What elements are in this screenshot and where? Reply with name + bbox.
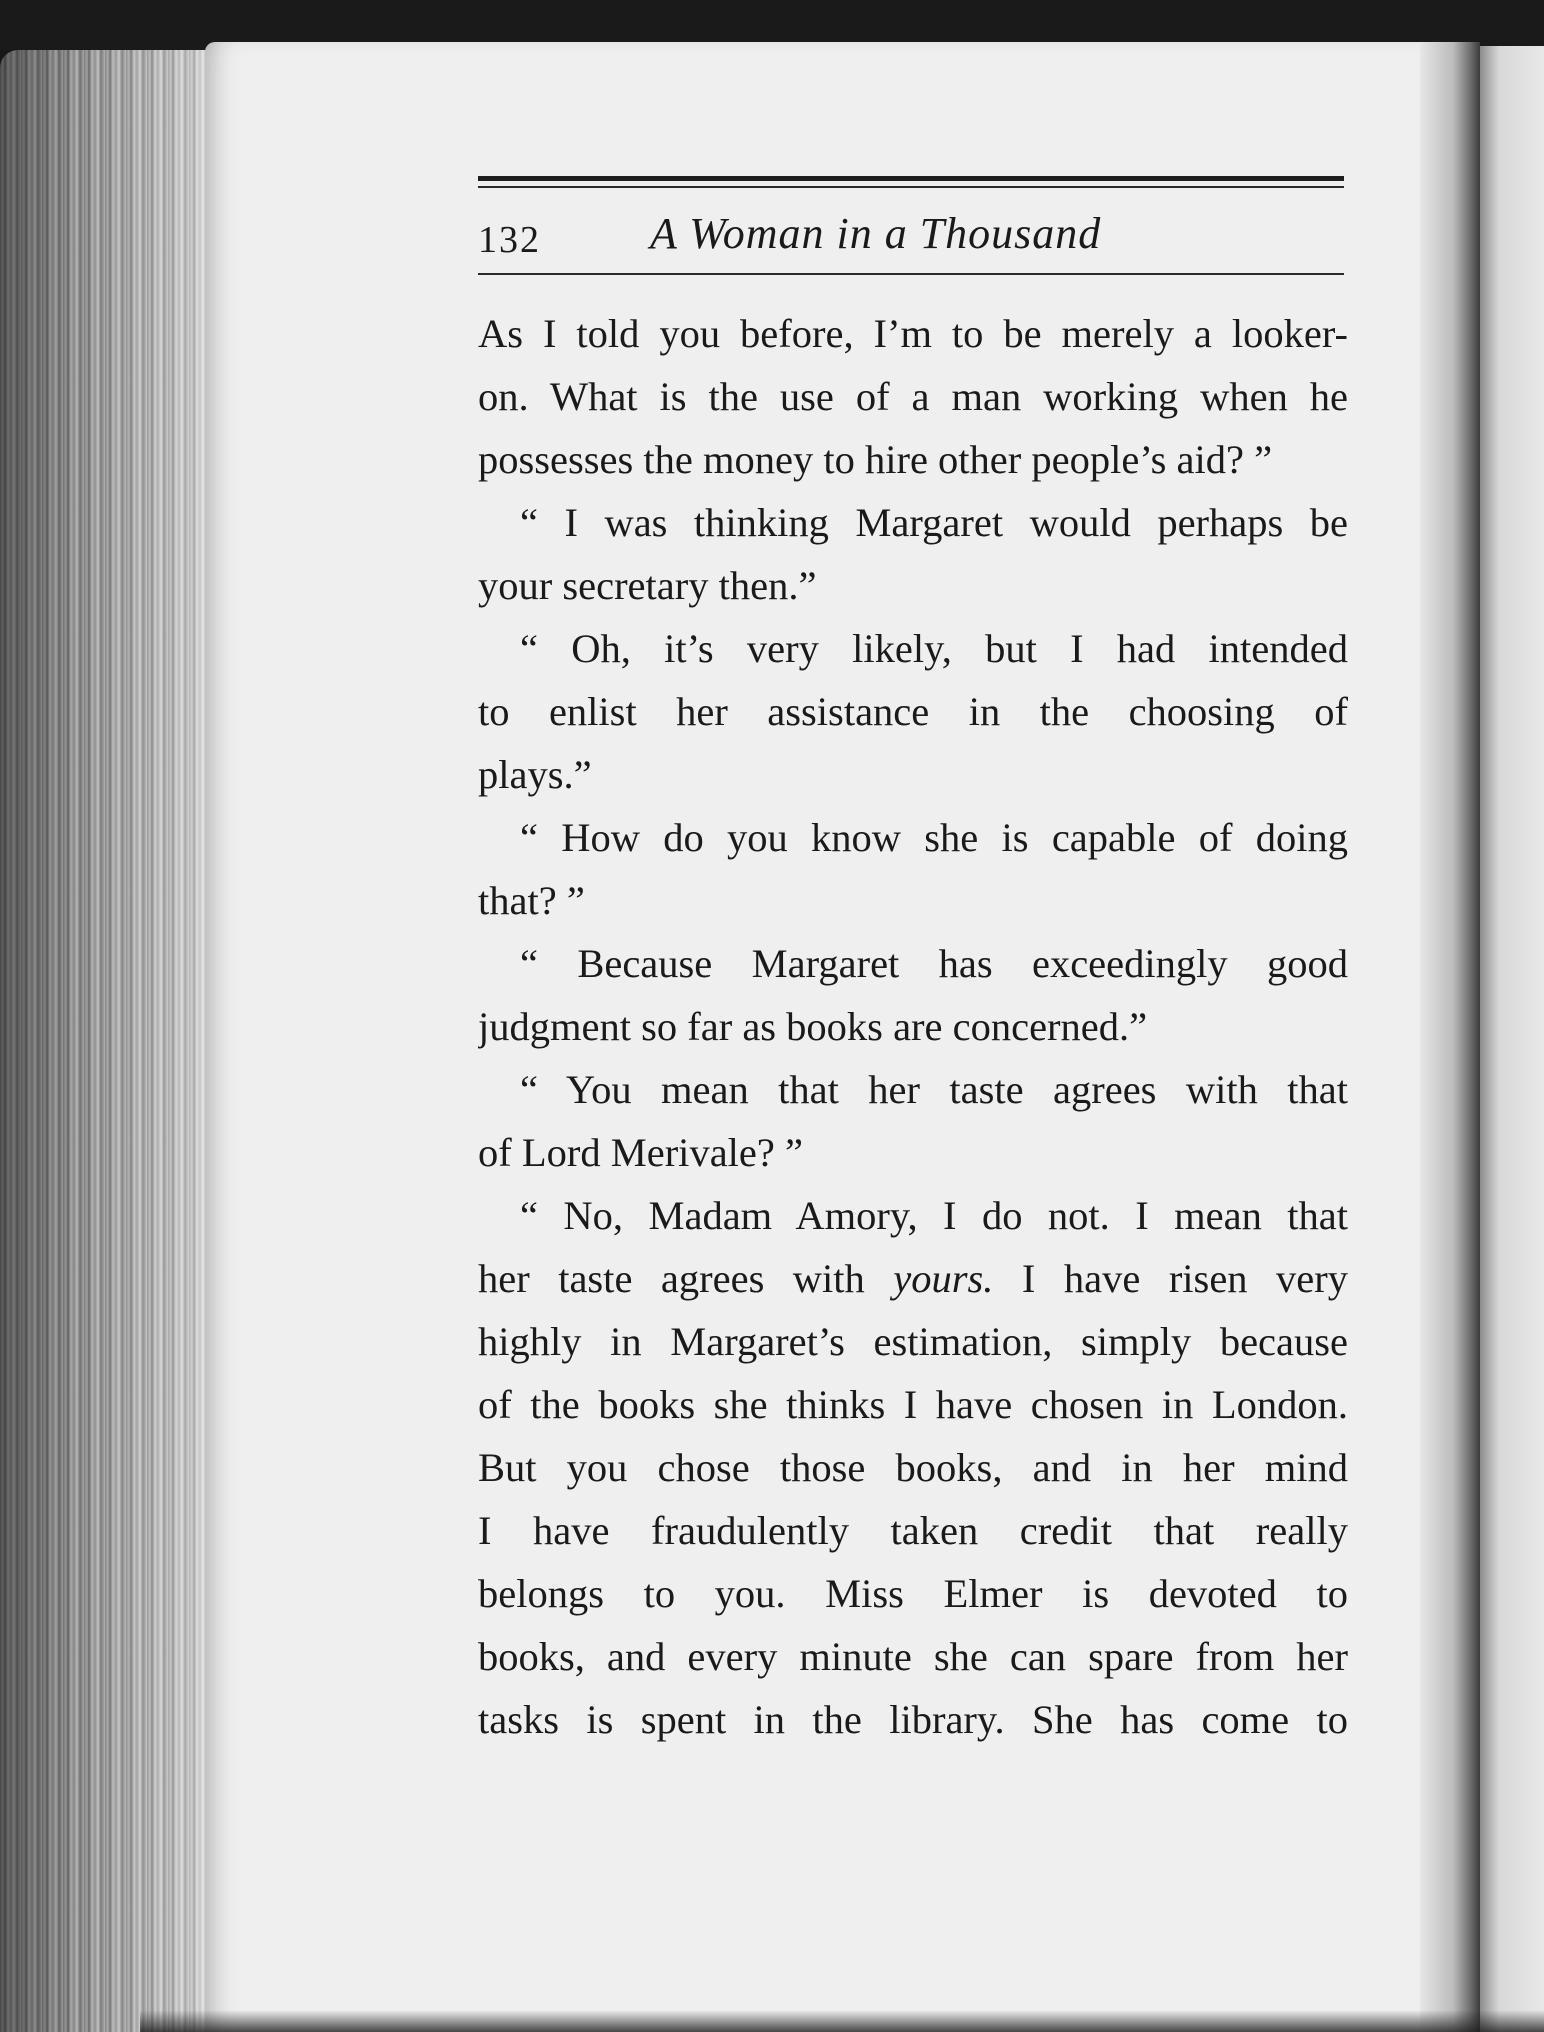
text-line: on. What is the use of a man working when he	[478, 374, 1348, 419]
header-rule-bottom	[478, 273, 1344, 275]
text-line: I have fraudulently taken credit that really	[478, 1508, 1348, 1553]
text-line: that? ”	[478, 878, 585, 923]
text-line: “ No, Madam Amory, I do not. I mean that	[520, 1193, 1348, 1238]
page-number: 132	[478, 219, 541, 261]
text-line: “ Oh, it’s very likely, but I had intended	[520, 626, 1348, 671]
text-line: highly in Margaret’s estimation, simply because	[478, 1319, 1348, 1364]
header-rule-thick	[478, 176, 1344, 181]
text-line: judgment so far as books are concerned.”	[478, 1004, 1148, 1049]
text-line: plays.”	[478, 752, 592, 797]
text-segment: her taste agrees with	[478, 1256, 894, 1301]
text-line: books, and every minute she can spare from her	[478, 1634, 1348, 1679]
text-line: “ You mean that her taste agrees with that	[520, 1067, 1348, 1112]
body-text	[478, 302, 1348, 1751]
facing-page-edge	[1480, 46, 1544, 2032]
text-line: “ Because Margaret has exceedingly good	[520, 941, 1348, 986]
text-line: “ I was thinking Margaret would perhaps be	[520, 500, 1348, 545]
text-line: belongs to you. Miss Elmer is devoted to	[478, 1571, 1348, 1616]
book-gutter	[1420, 42, 1480, 2032]
text-line: to enlist her assistance in the choosing of	[478, 689, 1348, 734]
emphasized-word: yours.	[893, 1256, 994, 1301]
text-line: tasks is spent in the library. She has come to	[478, 1697, 1348, 1742]
text-line: “ How do you know she is capable of doing	[520, 815, 1348, 860]
text-line: of the books she thinks I have chosen in London.	[478, 1382, 1348, 1427]
text-segment: I have risen very	[993, 1256, 1348, 1301]
book-page-edges-shade	[0, 50, 215, 2032]
text-line: As I told you before, I’m to be merely a looker-	[478, 311, 1348, 356]
bottom-shadow	[140, 2010, 1544, 2032]
header-rule-thin	[478, 186, 1344, 188]
text-line: your secretary then.”	[478, 563, 817, 608]
text-line	[478, 1247, 1348, 1310]
running-head: A Woman in a Thousand	[650, 209, 1102, 258]
text-line: But you chose those books, and in her mind	[478, 1445, 1348, 1490]
text-line: of Lord Merivale? ”	[478, 1130, 803, 1175]
text-line: possesses the money to hire other people’s aid? ”	[478, 437, 1273, 482]
